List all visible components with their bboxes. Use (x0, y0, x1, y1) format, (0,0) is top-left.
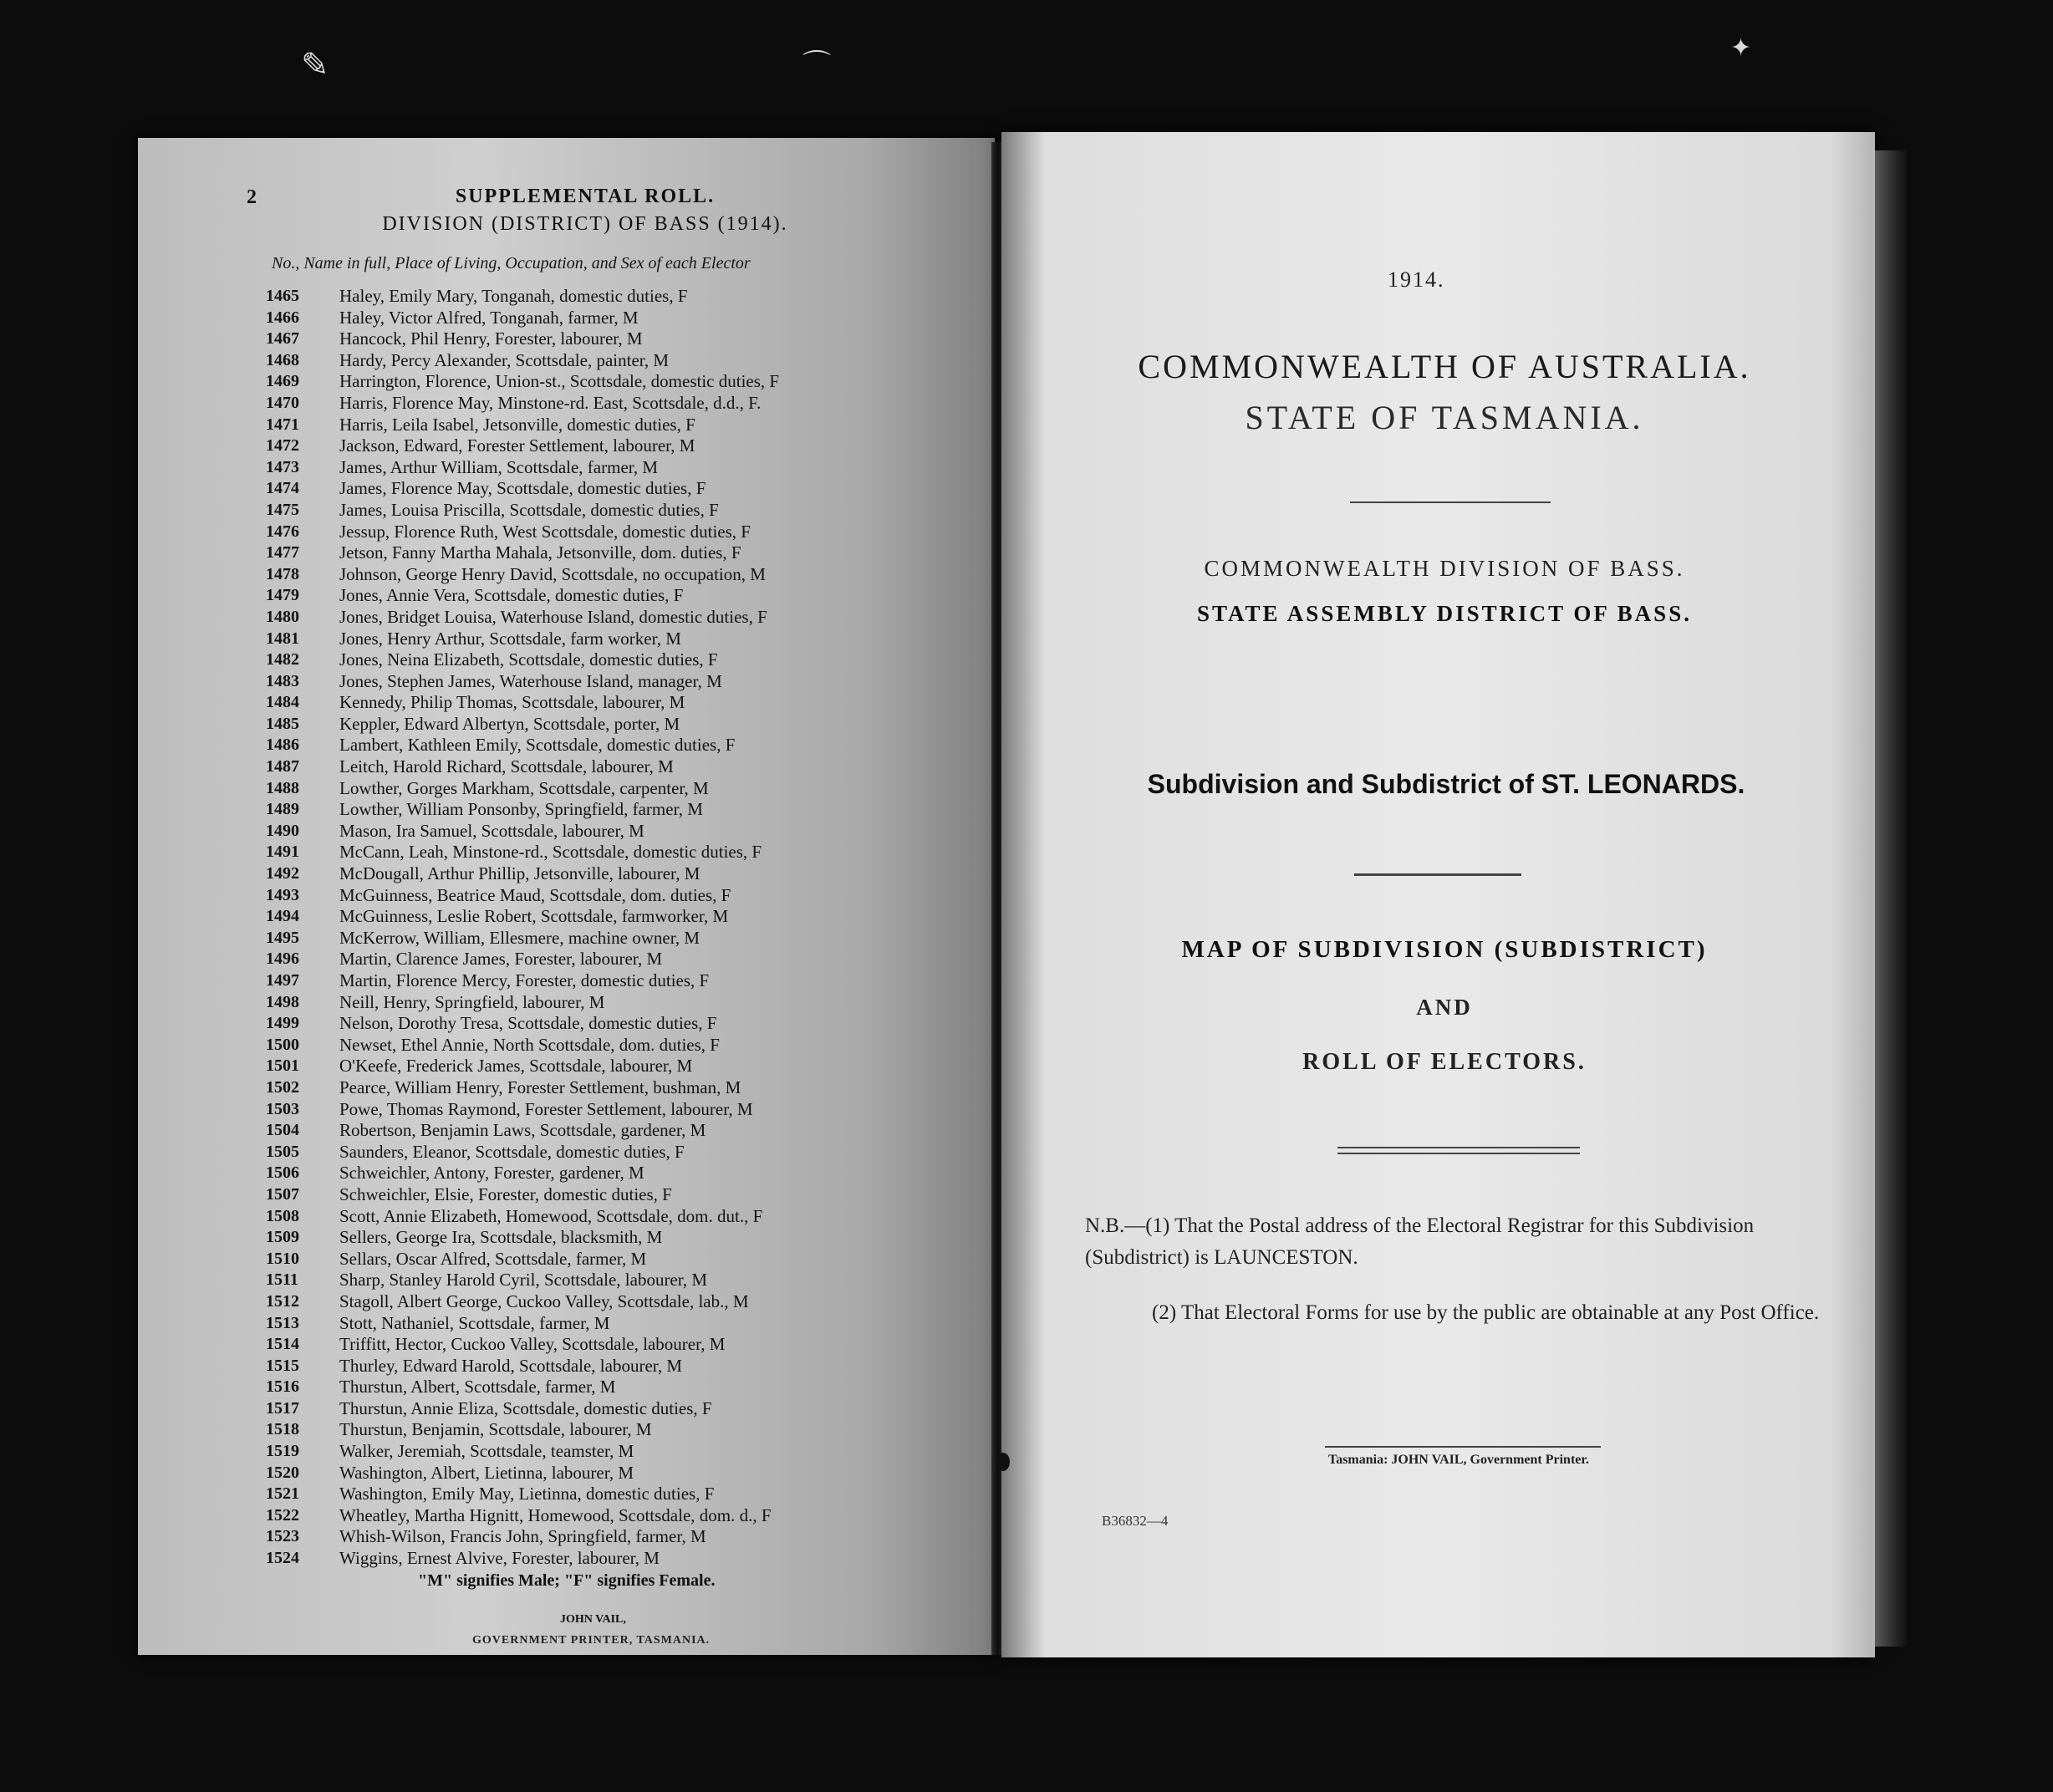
elector-row (266, 1484, 985, 1505)
elector-number: 1515 (266, 1356, 299, 1375)
elector-row (266, 1056, 985, 1077)
printer-imprint: Tasmania: JOHN VAIL, Government Printer. (1327, 1453, 1589, 1467)
elector-row (266, 756, 985, 778)
elector-entry: Washington, Emily May, Lietinna, domestic duties, F (339, 1484, 715, 1504)
elector-entry: Kennedy, Philip Thomas, Scottsdale, labourer, M (339, 692, 685, 713)
elector-number: 1518 (266, 1420, 299, 1439)
roll-column-header: No., Name in full, Place of Living, Occupation, and Sex of each Elector (272, 254, 751, 272)
elector-number: 1505 (266, 1142, 299, 1161)
elector-row (266, 328, 985, 350)
elector-number: 1494 (266, 907, 299, 926)
elector-row (266, 885, 985, 907)
elector-entry: Stagoll, Albert George, Cuckoo Valley, Scottsdale, lab., M (339, 1291, 749, 1311)
elector-row (266, 1142, 985, 1163)
elector-number: 1485 (266, 714, 299, 733)
roll-footnote: "M" signifies Male; "F" signifies Female. (418, 1571, 716, 1590)
elector-number: 1482 (266, 650, 299, 669)
elector-row (266, 500, 985, 522)
elector-number: 1486 (266, 736, 299, 755)
elector-number: 1498 (266, 992, 299, 1011)
elector-entry: Scott, Annie Elizabeth, Homewood, Scottsdale, dom. dut., F (339, 1205, 763, 1226)
elector-number: 1472 (266, 436, 299, 456)
elector-number: 1465 (266, 287, 299, 305)
elector-row (266, 970, 985, 992)
elector-entry: Walker, Jeremiah, Scottsdale, teamster, M (339, 1441, 634, 1462)
and-heading: AND (1416, 995, 1473, 1020)
elector-entry: Mason, Ira Samuel, Scottsdale, labourer, M (339, 820, 644, 841)
scan-mark-mid: ⌒ (802, 48, 831, 82)
page-number: 2 (247, 186, 257, 208)
elector-number: 1476 (266, 522, 299, 541)
elector-entry: James, Florence May, Scottsdale, domestic duties, F (339, 478, 706, 499)
elector-number: 1524 (266, 1549, 299, 1568)
elector-row (266, 1227, 985, 1249)
double-divider (1337, 1147, 1580, 1148)
elector-row (266, 1313, 985, 1335)
elector-number: 1507 (266, 1184, 299, 1204)
elector-number: 1514 (266, 1335, 299, 1354)
elector-number: 1493 (266, 885, 299, 904)
elector-row (266, 1334, 985, 1356)
map-heading: MAP OF SUBDIVISION (SUBDISTRICT) (1181, 936, 1708, 963)
elector-row (266, 649, 985, 671)
elector-row (266, 842, 985, 863)
elector-row (266, 1099, 985, 1121)
elector-row (266, 350, 985, 372)
elector-row (266, 286, 985, 308)
elector-row (266, 1184, 985, 1206)
scan-mark-left: ✎ (301, 46, 329, 84)
elector-number: 1481 (266, 629, 299, 648)
elector-entry: Washington, Albert, Lietinna, labourer, M (339, 1462, 634, 1483)
elector-row (266, 371, 985, 393)
elector-number: 1468 (266, 350, 299, 369)
elector-entry: Jones, Annie Vera, Scottsdale, domestic duties, F (339, 585, 684, 606)
binding-mark (996, 1453, 1010, 1471)
elector-number: 1497 (266, 971, 299, 990)
elector-entry: Saunders, Eleanor, Scottsdale, domestic duties, F (339, 1141, 685, 1162)
roll-title: SUPPLEMENTAL ROLL. (455, 186, 716, 207)
elector-number: 1491 (266, 843, 299, 862)
elector-row (266, 928, 985, 949)
elector-entry: O'Keefe, Frederick James, Scottsdale, labourer, M (339, 1056, 693, 1077)
elector-number: 1519 (266, 1442, 299, 1461)
elector-entry: Wheatley, Martha Hignitt, Homewood, Scottsdale, dom. d., F (339, 1504, 772, 1525)
elector-row (266, 542, 985, 564)
elector-entry: Jones, Stephen James, Waterhouse Island, manager, M (339, 670, 722, 691)
elector-number: 1475 (266, 500, 299, 519)
divider (1350, 501, 1551, 503)
elector-row (266, 778, 985, 800)
elector-row (266, 1526, 985, 1548)
elector-entry: McCann, Leah, Minstone-rd., Scottsdale, domestic duties, F (339, 842, 762, 863)
elector-row (266, 585, 985, 607)
elector-row (266, 1291, 985, 1313)
year: 1914. (1388, 267, 1445, 292)
elector-entry: McGuinness, Leslie Robert, Scottsdale, farmworker, M (339, 906, 729, 927)
elector-entry: Schweichler, Elsie, Forester, domestic duties, F (339, 1184, 672, 1204)
elector-entry: Jessup, Florence Ruth, West Scottsdale, domestic duties, F (339, 521, 751, 542)
elector-number: 1467 (266, 329, 299, 349)
elector-entry: Schweichler, Antony, Forester, gardener, M (339, 1163, 644, 1184)
elector-row (266, 1270, 985, 1291)
elector-number: 1473 (266, 457, 299, 476)
elector-entry: Powe, Thomas Raymond, Forester Settlement, labourer, M (339, 1098, 753, 1119)
elector-row (266, 1505, 985, 1527)
elector-row (266, 1120, 985, 1142)
elector-row (266, 906, 985, 928)
elector-entry: Jackson, Edward, Forester Settlement, labourer, M (339, 435, 695, 456)
elector-row (266, 457, 985, 479)
elector-entry: Thurstun, Benjamin, Scottsdale, labourer, M (339, 1419, 652, 1440)
elector-entry: Jones, Neina Elizabeth, Scottsdale, domestic duties, F (339, 649, 718, 670)
elector-entry: Martin, Florence Mercy, Forester, domestic duties, F (339, 970, 710, 990)
elector-row (266, 1035, 985, 1056)
elector-entry: Lambert, Kathleen Emily, Scottsdale, domestic duties, F (339, 735, 736, 756)
note-electoral-forms: (2) That Electoral Forms for use by the public are obtainable at any Post Office. (1152, 1301, 1820, 1324)
elector-row (266, 799, 985, 821)
elector-entry: Johnson, George Henry David, Scottsdale, no occupation, M (339, 563, 766, 584)
elector-entry: Pearce, William Henry, Forester Settlement, bushman, M (339, 1077, 741, 1097)
elector-number: 1508 (266, 1206, 299, 1225)
elector-row (266, 1441, 985, 1463)
elector-entry: Stott, Nathaniel, Scottsdale, farmer, M (339, 1312, 610, 1333)
elector-entry: Haley, Emily Mary, Tonganah, domestic duties, F (339, 286, 688, 306)
elector-entry: Sellers, George Ira, Scottsdale, blacksmith, M (339, 1227, 663, 1248)
elector-row (266, 607, 985, 629)
elector-row (266, 1249, 985, 1270)
elector-row (266, 863, 985, 885)
elector-number: 1502 (266, 1077, 299, 1097)
elector-entry: Harris, Leila Isabel, Jetsonville, domestic duties, F (339, 414, 695, 435)
elector-row (266, 629, 985, 650)
elector-entry: Sharp, Stanley Harold Cyril, Scottsdale, labourer, M (339, 1270, 708, 1291)
elector-row (266, 821, 985, 843)
elector-row (266, 1398, 985, 1420)
elector-row (266, 308, 985, 329)
print-code: B36832—4 (1102, 1513, 1169, 1529)
elector-row (266, 564, 985, 586)
elector-row (266, 714, 985, 736)
elector-entry: Triffitt, Hector, Cuckoo Valley, Scottsdale, labourer, M (339, 1334, 726, 1355)
elector-entry: McKerrow, William, Ellesmere, machine owner, M (339, 927, 700, 948)
elector-entry: McGuinness, Beatrice Maud, Scottsdale, dom. duties, F (339, 884, 731, 905)
elector-row (266, 692, 985, 714)
elector-number: 1488 (266, 778, 299, 797)
commonwealth-heading: COMMONWEALTH OF AUSTRALIA. (1138, 348, 1751, 385)
elector-number: 1496 (266, 949, 299, 969)
divider (1325, 1446, 1601, 1448)
elector-row (266, 992, 985, 1014)
elector-number: 1501 (266, 1056, 299, 1076)
elector-number: 1477 (266, 543, 299, 563)
elector-row (266, 478, 985, 500)
elector-entry: Keppler, Edward Albertyn, Scottsdale, porter, M (339, 713, 680, 734)
elector-number: 1490 (266, 821, 299, 840)
elector-entry: Robertson, Benjamin Laws, Scottsdale, gardener, M (339, 1120, 706, 1141)
elector-entry: Thurley, Edward Harold, Scottsdale, labourer, M (339, 1355, 683, 1376)
elector-entry: Harris, Florence May, Minstone-rd. East, Scottsdale, d.d., F. (339, 392, 762, 413)
elector-entry: Martin, Clarence James, Forester, labourer, M (339, 949, 663, 970)
elector-number: 1523 (266, 1527, 299, 1546)
elector-entry: James, Louisa Priscilla, Scottsdale, domestic duties, F (339, 499, 719, 520)
elector-number: 1522 (266, 1505, 299, 1525)
elector-row (266, 735, 985, 756)
elector-entry: Jetson, Fanny Martha Mahala, Jetsonville, dom. duties, F (339, 542, 741, 563)
elector-number: 1489 (266, 800, 299, 819)
roll-heading: ROLL OF ELECTORS. (1302, 1049, 1587, 1075)
elector-number: 1487 (266, 757, 299, 776)
elector-number: 1520 (266, 1463, 299, 1482)
elector-row (266, 1356, 985, 1377)
elector-number: 1499 (266, 1014, 299, 1033)
elector-number: 1495 (266, 928, 299, 947)
elector-row (266, 1013, 985, 1035)
division-heading: COMMONWEALTH DIVISION OF BASS. (1204, 556, 1685, 581)
divider (1354, 873, 1521, 876)
elector-number: 1492 (266, 864, 299, 883)
elector-number: 1503 (266, 1099, 299, 1118)
elector-number: 1484 (266, 693, 299, 712)
state-heading: STATE OF TASMANIA. (1245, 399, 1644, 436)
elector-row (266, 1377, 985, 1398)
elector-number: 1512 (266, 1291, 299, 1311)
elector-entry: Hancock, Phil Henry, Forester, labourer, M (339, 328, 643, 349)
elector-number: 1466 (266, 308, 299, 327)
elector-number: 1470 (266, 393, 299, 412)
elector-row (266, 393, 985, 415)
elector-entry: James, Arthur William, Scottsdale, farmer, M (339, 456, 659, 477)
elector-row (266, 1077, 985, 1099)
subdivision-heading: Subdivision and Subdistrict of ST. LEONARDS. (1147, 769, 1745, 799)
scan-mark-right: ✦ (1730, 33, 1752, 63)
double-divider (1337, 1153, 1580, 1154)
elector-entry: Whish-Wilson, Francis John, Springfield, farmer, M (339, 1526, 706, 1547)
elector-number: 1510 (266, 1249, 299, 1268)
elector-row (266, 949, 985, 970)
elector-entry: Hardy, Percy Alexander, Scottsdale, painter, M (339, 349, 670, 370)
elector-row (266, 1419, 985, 1441)
elector-number: 1506 (266, 1163, 299, 1183)
elector-number: 1516 (266, 1377, 299, 1397)
elector-number: 1509 (266, 1228, 299, 1247)
elector-entry: Lowther, Gorges Markham, Scottsdale, carpenter, M (339, 777, 709, 798)
elector-row (266, 1548, 985, 1570)
elector-entry: Harrington, Florence, Union-st., Scottsdale, domestic duties, F (339, 371, 780, 392)
elector-number: 1474 (266, 479, 299, 498)
elector-row (266, 1463, 985, 1484)
elector-number: 1471 (266, 415, 299, 434)
district-heading: STATE ASSEMBLY DISTRICT OF BASS. (1197, 601, 1692, 626)
elector-entry: Thurstun, Annie Eliza, Scottsdale, domestic duties, F (339, 1397, 712, 1418)
roll-division: DIVISION (DISTRICT) OF BASS (1914). (382, 213, 788, 235)
elector-entry: Neill, Henry, Springfield, labourer, M (339, 991, 605, 1012)
elector-row (266, 522, 985, 543)
elector-entry: Jones, Bridget Louisa, Waterhouse Island, domestic duties, F (339, 606, 767, 627)
elector-entry: McDougall, Arthur Phillip, Jetsonville, labourer, M (339, 863, 700, 884)
elector-number: 1504 (266, 1121, 299, 1140)
printer-title: GOVERNMENT PRINTER, TASMANIA. (472, 1634, 711, 1647)
elector-list (266, 286, 985, 1570)
note-postal-address: N.B.—(1) That the Postal address of the Electoral Registrar for this Subdivision (Subdistrict) is LAUNCESTON. (1085, 1214, 1755, 1269)
elector-number: 1521 (266, 1484, 299, 1504)
elector-entry: Nelson, Dorothy Tresa, Scottsdale, domestic duties, F (339, 1013, 717, 1034)
elector-number: 1478 (266, 564, 299, 583)
elector-number: 1517 (266, 1398, 299, 1418)
elector-entry: Jones, Henry Arthur, Scottsdale, farm worker, M (339, 628, 681, 649)
printer-name: JOHN VAIL, (560, 1613, 626, 1626)
elector-entry: Newset, Ethel Annie, North Scottsdale, dom. duties, F (339, 1034, 720, 1055)
elector-entry: Thurstun, Albert, Scottsdale, farmer, M (339, 1377, 616, 1397)
elector-entry: Leitch, Harold Richard, Scottsdale, labourer, M (339, 756, 674, 777)
elector-number: 1480 (266, 607, 299, 626)
elector-entry: Sellars, Oscar Alfred, Scottsdale, farmer, M (339, 1248, 647, 1269)
elector-row (266, 415, 985, 436)
elector-row (266, 435, 985, 457)
elector-row (266, 1163, 985, 1184)
elector-number: 1511 (266, 1270, 298, 1290)
elector-number: 1483 (266, 671, 299, 690)
elector-row (266, 671, 985, 693)
elector-entry: Haley, Victor Alfred, Tonganah, farmer, M (339, 307, 639, 328)
elector-entry: Wiggins, Ernest Alvive, Forester, labourer, M (339, 1548, 660, 1569)
elector-number: 1469 (266, 372, 299, 391)
elector-number: 1513 (266, 1313, 299, 1332)
elector-entry: Lowther, William Ponsonby, Springfield, farmer, M (339, 799, 703, 820)
elector-number: 1500 (266, 1035, 299, 1054)
page-edge (1875, 150, 1907, 1647)
elector-number: 1479 (266, 586, 299, 605)
elector-row (266, 1206, 985, 1228)
